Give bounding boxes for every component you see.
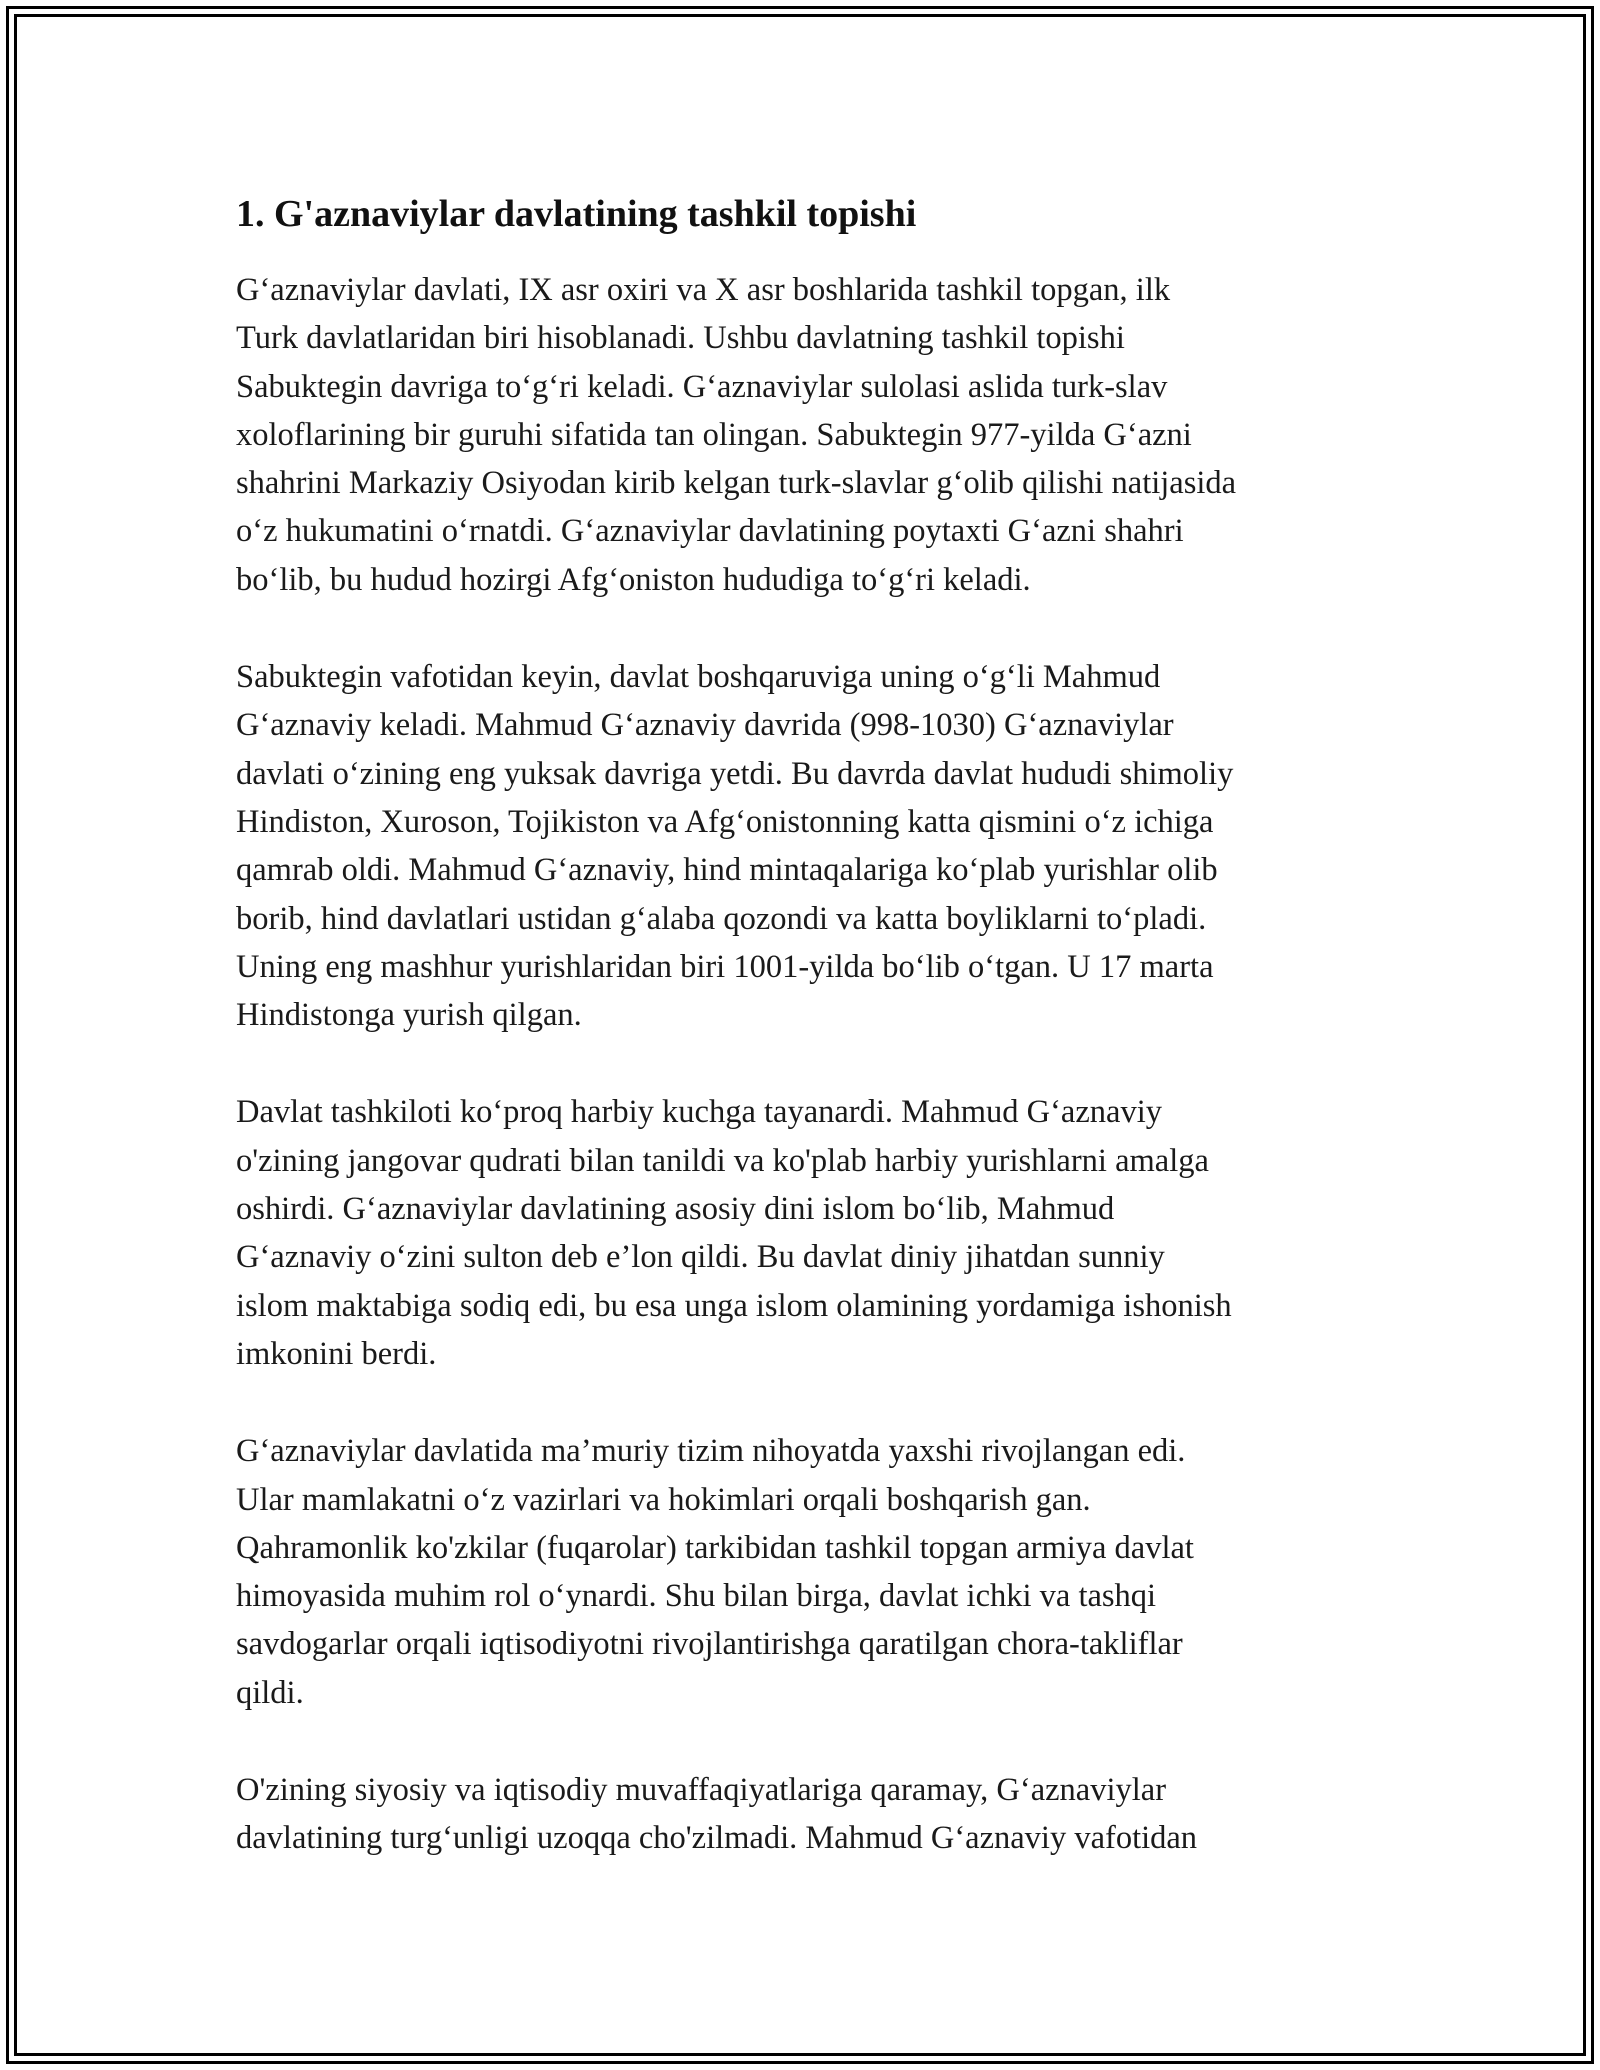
text-line: Davlat tashkiloti ko‘proq harbiy kuchga tayanardi. Mahmud G‘aznaviy	[236, 1094, 1162, 1131]
paragraph-2	[236, 653, 1376, 1039]
text-line: xoloflarining bir guruhi sifatida tan olingan. Sabuktegin 977-yilda G‘azni	[236, 416, 1192, 453]
text-line: Hindiston, Xuroson, Tojikiston va Afg‘onistonning katta qismini o‘z ichiga	[236, 803, 1214, 840]
document-body	[236, 186, 1376, 1912]
text-line: Hindistonga yurish qilgan.	[236, 997, 582, 1034]
text-line: islom maktabiga sodiq edi, bu esa unga islom olamining yordamiga ishonish	[236, 1287, 1232, 1324]
text-line: Qahramonlik ko'zkilar (fuqarolar) tarkibidan tashkil topgan armiya davlat	[236, 1529, 1194, 1566]
text-line: borib, hind davlatlari ustidan g‘alaba qozondi va katta boyliklarni to‘pladi.	[236, 900, 1207, 937]
text-line: davlati o‘zining eng yuksak davriga yetdi. Bu davrda davlat hududi shimoliy	[236, 755, 1234, 792]
paragraph-3	[236, 1088, 1376, 1378]
text-line: Sabuktegin vafotidan keyin, davlat boshqaruviga uning o‘g‘li Mahmud	[236, 659, 1161, 696]
text-line: davlatining turg‘unligi uzoqqa cho'zilmadi. Mahmud G‘aznaviy vafotidan	[236, 1820, 1198, 1857]
text-line: Ular mamlakatni o‘z vazirlari va hokimlari orqali boshqarish gan.	[236, 1481, 1091, 1518]
text-line: himoyasida muhim rol o‘ynardi. Shu bilan birga, davlat ichki va tashqi	[236, 1578, 1157, 1615]
text-line: Uning eng mashhur yurishlaridan biri 1001-yilda bo‘lib o‘tgan. U 17 marta	[236, 948, 1214, 985]
text-line: G‘aznaviylar davlatida ma’muriy tizim nihoyatda yaxshi rivojlangan edi.	[236, 1433, 1186, 1470]
text-line: savdogarlar orqali iqtisodiyotni rivojlantirishga qaratilgan chora-takliflar	[236, 1626, 1183, 1663]
text-line: qamrab oldi. Mahmud G‘aznaviy, hind mintaqalariga ko‘plab yurishlar olib	[236, 852, 1218, 889]
paragraph-1	[236, 266, 1376, 604]
text-line: shahrini Markaziy Osiyodan kirib kelgan turk-slavlar g‘olib qilishi natijasida	[236, 465, 1237, 502]
text-line: oshirdi. G‘aznaviylar davlatining asosiy dini islom bo‘lib, Mahmud	[236, 1191, 1115, 1228]
text-line: Sabuktegin davriga to‘g‘ri keladi. G‘aznaviylar sulolasi aslida turk-slav	[236, 368, 1168, 405]
text-line: Turk davlatlaridan biri hisoblanadi. Ushbu davlatning tashkil topishi	[236, 320, 1125, 357]
text-line: imkonini berdi.	[236, 1335, 437, 1372]
paragraph-4	[236, 1427, 1376, 1717]
text-line: O'zining siyosiy va iqtisodiy muvaffaqiyatlariga qaramay, G‘aznaviylar	[236, 1772, 1167, 1809]
text-line: bo‘lib, bu hudud hozirgi Afg‘oniston hududiga to‘g‘ri keladi.	[236, 561, 1031, 598]
document-title: 1. G'aznaviylar davlatining tashkil topishi	[236, 193, 917, 235]
text-line: G‘aznaviylar davlati, IX asr oxiri va X asr boshlarida tashkil topgan, ilk	[236, 272, 1171, 308]
text-line: G‘aznaviy keladi. Mahmud G‘aznaviy davrida (998-1030) G‘aznaviylar	[236, 707, 1174, 744]
text-line: o'zining jangovar qudrati bilan tanildi va ko'plab harbiy yurishlarni amalga	[236, 1142, 1209, 1179]
text-line: G‘aznaviy o‘zini sulton deb e’lon qildi. Bu davlat diniy jihatdan sunniy	[236, 1239, 1165, 1276]
text-line: qildi.	[236, 1674, 304, 1711]
text-line: o‘z hukumatini o‘rnatdi. G‘aznaviylar davlatining poytaxti G‘azni shahri	[236, 513, 1184, 550]
paragraph-5	[236, 1766, 1376, 1863]
